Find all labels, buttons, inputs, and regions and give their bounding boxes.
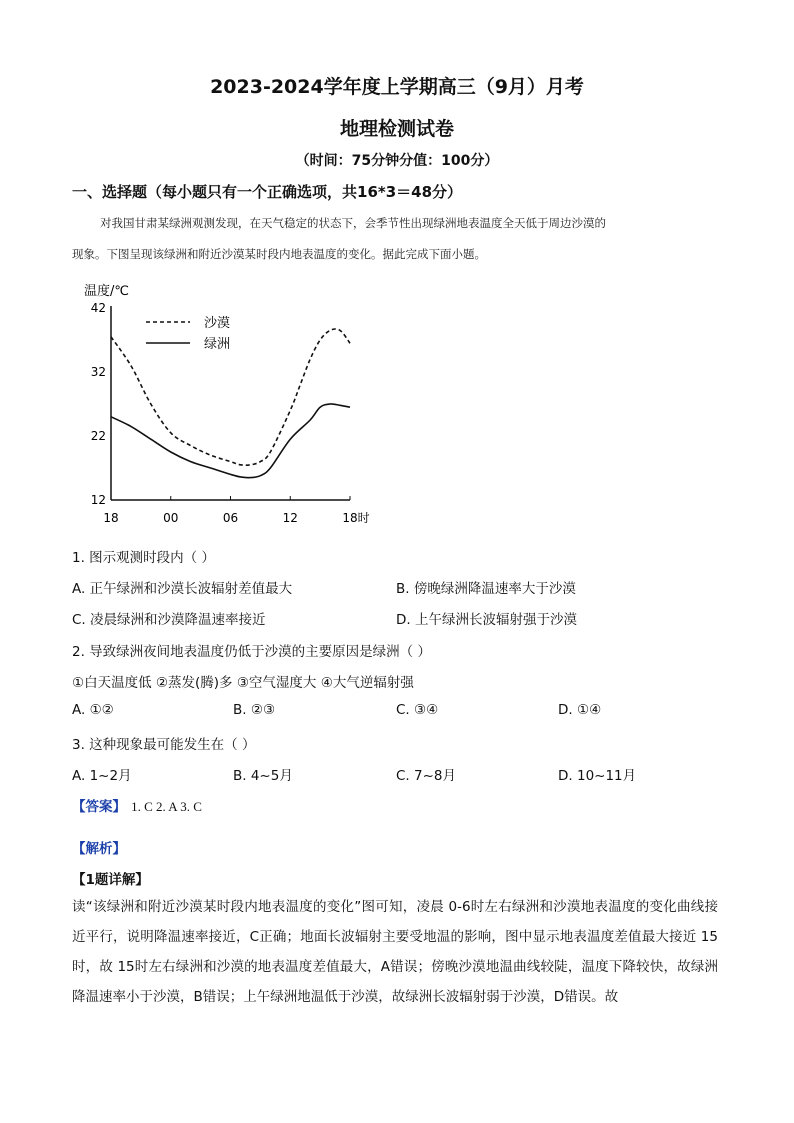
q2-option-c: C. ③④ — [396, 702, 439, 718]
answer-label: 【答案】 — [72, 799, 126, 815]
q2-option-a: A. ①② — [72, 702, 114, 718]
exam-subtitle: 地理检测试卷 — [339, 118, 454, 140]
q1-option-a: A. 正午绿洲和沙漠长波辐射差值最大 — [72, 581, 293, 597]
q2-stem: 2. 导致绿洲夜间地表温度仍低于沙漠的主要原因是绿洲（ ） — [72, 644, 431, 660]
legend-label-oasis: 绿洲 — [204, 337, 231, 352]
section-heading: 一、选择题（每小题只有一个正确选项，共16*3＝48分） — [72, 183, 463, 201]
q2-option-b: B. ②③ — [233, 702, 276, 718]
legend-label-desert: 沙漠 — [204, 316, 231, 331]
q1-option-c: C. 凌晨绿洲和沙漠降温速率接近 — [72, 612, 266, 628]
x-tick-label: 00 — [163, 511, 179, 525]
x-tick-label: 18时 — [342, 511, 370, 525]
answer-line — [72, 795, 202, 815]
series-line-oasis — [111, 404, 350, 478]
q1-option-b: B. 傍晚绿洲降温速率大于沙漠 — [396, 581, 576, 597]
q3-option-a: A. 1~2月 — [72, 768, 132, 784]
q3-option-c: C. 7~8月 — [396, 768, 456, 784]
exam-meta: （时间：75分钟分值：100分） — [295, 153, 499, 169]
x-tick-label: 12 — [282, 511, 298, 525]
chart-ylabel: 温度/℃ — [84, 284, 129, 299]
q3-stem: 3. 这种现象最可能发生在（ ） — [72, 737, 256, 753]
q2-options-line: ①白天温度低 ②蒸发(腾)多 ③空气湿度大 ④大气逆辐射强 — [72, 675, 414, 691]
y-tick-label: 12 — [90, 493, 106, 507]
q3-option-d: D. 10~11月 — [558, 768, 637, 784]
x-tick-label: 06 — [222, 511, 239, 525]
series-line-desert — [111, 329, 350, 465]
intro-line-1: 对我国甘肃某绿洲观测发现，在天气稳定的状态下，会季节性出现绿洲地表温度全天低于周边沙漠的 — [100, 216, 606, 230]
y-tick-label: 32 — [90, 365, 106, 379]
intro-line-2: 现象。下图呈现该绿洲和附近沙漠某时段内地表温度的变化。据此完成下面小题。 — [72, 247, 486, 261]
q3-option-b: B. 4~5月 — [233, 768, 293, 784]
y-tick-label: 42 — [90, 301, 106, 315]
exam-title: 2023-2024学年度上学期高三（9月）月考 — [210, 76, 584, 98]
q2-option-d: D. ①④ — [558, 702, 602, 718]
y-tick-label: 22 — [90, 429, 106, 443]
q1-detail-text: 读“该绿洲和附近沙漠某时段内地表温度的变化”图可知，凌晨 0-6时左右绿洲和沙漠地表温度的变化曲线接近平行，说明降温速率接近，C正确；地面长波辐射主要受地温的影响，图中显示地表温度差值最大接近 15时，故 15时左右绿洲和沙漠的地表温度差值最大，A错误；傍晚沙漠地温曲线较陡，温度下降较快，故绿洲降温速率小于沙漠，B错误；上午绿洲地温低于沙漠，故绿洲长波辐射弱于沙漠，D错误。故 — [72, 899, 718, 1005]
q1-stem: 1. 图示观测时段内（ ） — [72, 550, 215, 566]
temperature-chart — [72, 278, 382, 530]
analysis-label: 【解析】 — [72, 841, 126, 857]
q1-option-d: D. 上午绿洲长波辐射强于沙漠 — [396, 612, 577, 628]
answer-values: 1. C 2. A 3. C — [131, 799, 202, 814]
x-tick-label: 18 — [103, 511, 119, 525]
q1-detail-label: 【1题详解】 — [72, 872, 149, 888]
